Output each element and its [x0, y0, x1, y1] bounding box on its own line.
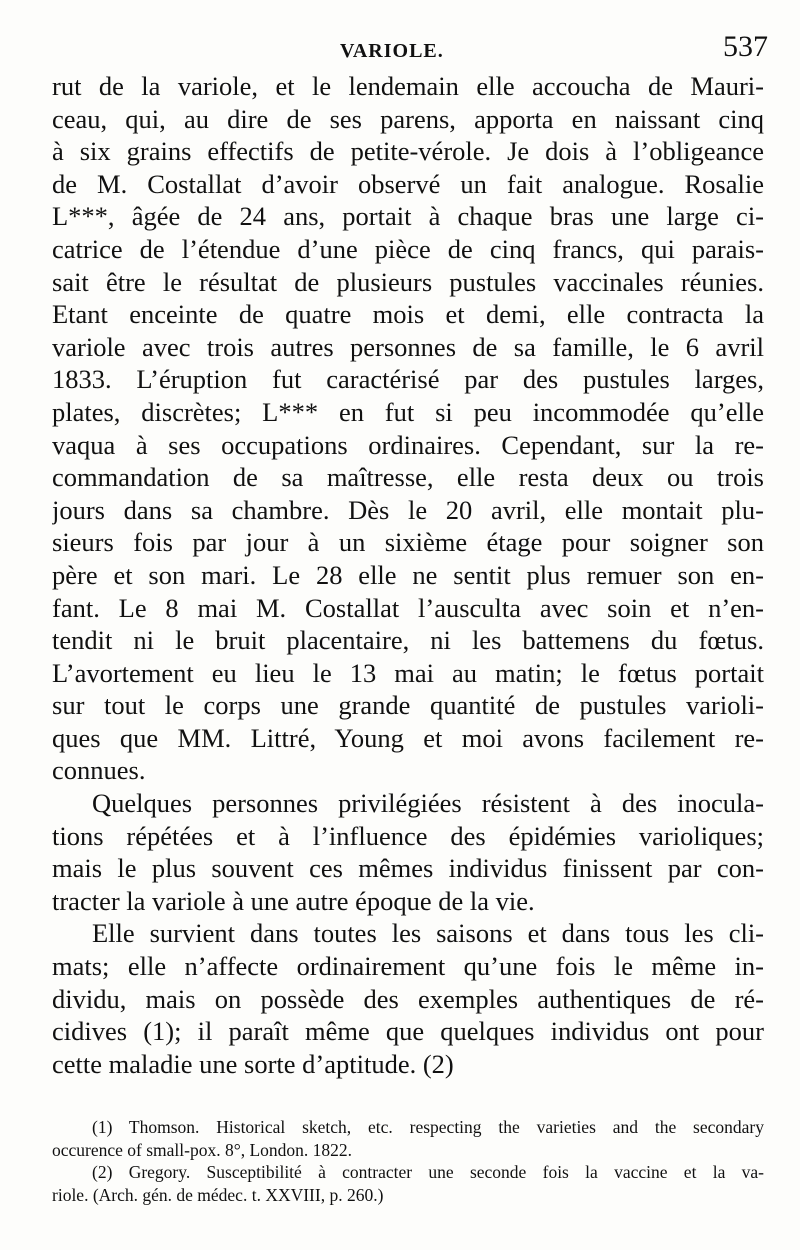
text-line: dividu, mais on possède des exemples authentiques de ré-: [52, 983, 764, 1014]
text-line: ques que MM. Littré, Young et moi avons facilement re-: [52, 722, 764, 753]
text-line: 1833. L’éruption fut caractérisé par des pustules larges,: [52, 364, 764, 395]
footnote-line: occurence of small-pox. 8°, London. 1822.: [52, 1139, 353, 1160]
text-line: tions répétées et à l’influence des épidémies varioliques;: [52, 820, 764, 851]
text-line: père et son mari. Le 28 elle ne sentit plus remuer son en-: [52, 559, 764, 590]
footnote-line: (1) Thomson. Historical sketch, etc. respecting the varieties and the secondary: [92, 1117, 764, 1137]
text-line: L’avortement eu lieu le 13 mai au matin; le fœtus portait: [52, 657, 764, 688]
footnote-line: riole. (Arch. gén. de médec. t. XXVIII, p. 260.): [52, 1184, 384, 1205]
text-line: sait être le résultat de plusieurs pustules vaccinales réunies.: [52, 266, 764, 297]
running-head: VARIOLE.: [340, 40, 444, 62]
text-line: à six grains effectifs de petite-vérole. Je dois à l’obligeance: [52, 136, 764, 167]
text-line: Elle survient dans toutes les saisons et dans tous les cli-: [92, 918, 764, 949]
text-line: L***, âgée de 24 ans, portait à chaque bras une large ci-: [52, 201, 764, 232]
page-number: 537: [723, 30, 768, 63]
text-line: ceau, qui, au dire de ses parens, apporta en naissant cinq: [52, 103, 764, 134]
text-line: tendit ni le bruit placentaire, ni les battemens du fœtus.: [52, 625, 764, 656]
text-line: rut de la variole, et le lendemain elle accoucha de Mauri-: [52, 71, 764, 101]
text-line: jours dans sa chambre. Dès le 20 avril, elle montait plu-: [52, 494, 764, 525]
text-line: variole avec trois autres personnes de sa famille, le 6 avril: [52, 331, 764, 362]
text-line: de M. Costallat d’avoir observé un fait analogue. Rosalie: [52, 168, 764, 199]
text-line: vaqua à ses occupations ordinaires. Cependant, sur la re-: [52, 429, 764, 460]
text-line: plates, discrètes; L*** en fut si peu incommodée qu’elle: [52, 396, 764, 427]
text-line: fant. Le 8 mai M. Costallat l’ausculta avec soin et n’en-: [52, 592, 764, 623]
text-line: commandation de sa maîtresse, elle resta deux ou trois: [52, 462, 764, 493]
body-text: [52, 70, 764, 1080]
text-line: cidives (1); il paraît même que quelques individus ont pour: [52, 1016, 764, 1047]
text-line: Quelques personnes privilégiées résistent à des inocula-: [92, 788, 764, 819]
text-line: cette maladie une sorte d’aptitude. (2): [52, 1048, 454, 1079]
text-line: connues.: [52, 755, 146, 786]
text-line: sieurs fois par jour à un sixième étage pour soigner son: [52, 527, 764, 558]
text-line: Etant enceinte de quatre mois et demi, elle contracta la: [52, 299, 764, 330]
text-line: mats; elle n’affecte ordinairement qu’une fois le même in-: [52, 951, 764, 982]
footnote-line: (2) Gregory. Susceptibilité à contracter une seconde fois la vaccine et la va-: [92, 1162, 764, 1182]
text-line: sur tout le corps une grande quantité de pustules varioli-: [52, 690, 764, 721]
text-line: catrice de l’étendue d’une pièce de cinq francs, qui parais-: [52, 233, 764, 264]
footnotes: [52, 1116, 764, 1206]
text-line: tracter la variole à une autre époque de la vie.: [52, 885, 535, 916]
text-line: mais le plus souvent ces mêmes individus finissent par con-: [52, 853, 764, 884]
